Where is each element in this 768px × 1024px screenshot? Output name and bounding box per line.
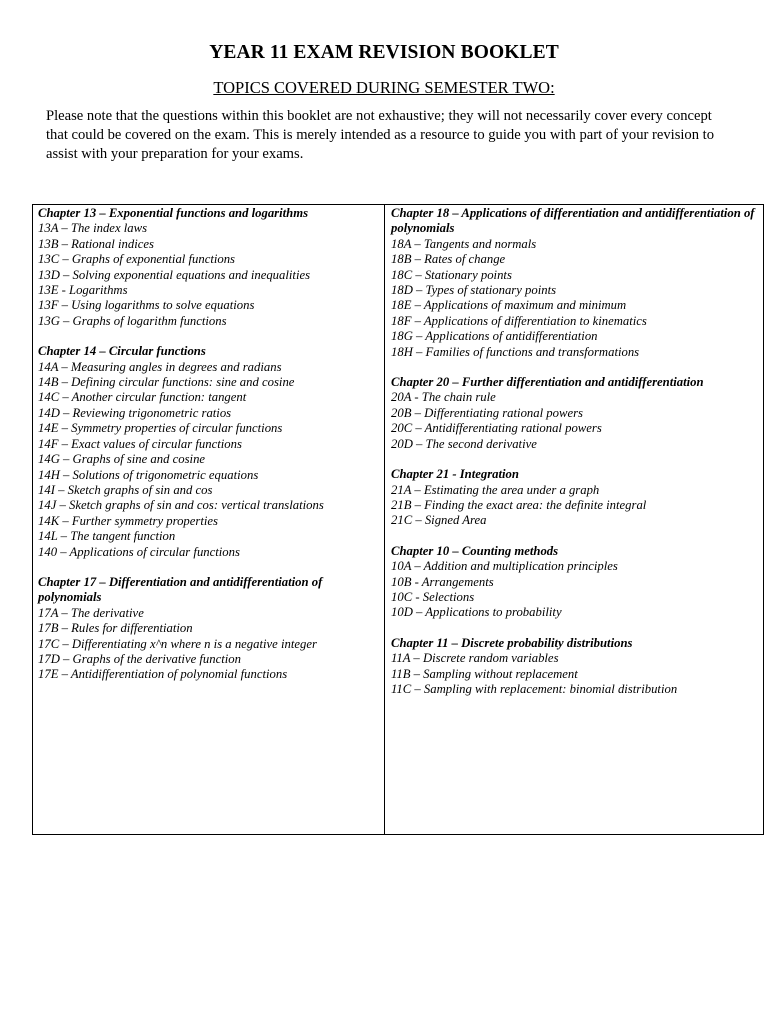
chapter-title: Chapter 21 - Integration bbox=[391, 467, 519, 482]
chapter-title: Chapter 17 – Differentiation and antidifferentiation of polynomials bbox=[38, 574, 323, 605]
topic-item: 17A – The derivative bbox=[38, 605, 144, 620]
chapter-block bbox=[38, 575, 384, 683]
chapter-title: Chapter 20 – Further differentiation and antidifferentiation bbox=[391, 375, 704, 390]
topic-item: 18B – Rates of change bbox=[391, 252, 506, 267]
topic-item: 14G – Graphs of sine and cosine bbox=[38, 452, 206, 467]
topic-item: 18F – Applications of differentiation to kinematics bbox=[391, 313, 647, 328]
chapter-title: Chapter 10 – Counting methods bbox=[391, 543, 559, 558]
topic-item: 13B – Rational indices bbox=[38, 236, 154, 251]
topic-item: 13D – Solving exponential equations and inequalities bbox=[38, 267, 311, 282]
left-column bbox=[33, 205, 385, 834]
topic-item: 14F – Exact values of circular functions bbox=[38, 436, 242, 451]
topic-item: 14E – Symmetry properties of circular functions bbox=[38, 421, 283, 436]
chapter-block bbox=[391, 467, 763, 529]
topic-item: 17C – Differentiating x^n where n is a negative integer bbox=[38, 636, 317, 651]
topic-item: 10C - Selections bbox=[391, 589, 475, 604]
topic-item: 14J – Sketch graphs of sin and cos: vertical translations bbox=[38, 498, 324, 513]
topic-item: 18A – Tangents and normals bbox=[391, 236, 537, 251]
chapter-block bbox=[38, 344, 384, 560]
topic-item: 21A – Estimating the area under a graph bbox=[391, 482, 600, 497]
topic-item: 14D – Reviewing trigonometric ratios bbox=[38, 405, 232, 420]
topic-item: 13E - Logarithms bbox=[38, 283, 128, 298]
topic-item: 18H – Families of functions and transformations bbox=[391, 344, 640, 359]
topic-item: 20A - The chain rule bbox=[391, 390, 496, 405]
page-title: YEAR 11 EXAM REVISION BOOKLET bbox=[209, 42, 559, 63]
topic-item: 20B – Differentiating rational powers bbox=[391, 405, 583, 420]
chapter-block bbox=[391, 206, 763, 360]
topics-table bbox=[32, 204, 764, 835]
chapter-title: Chapter 14 – Circular functions bbox=[38, 344, 206, 359]
topic-item: 11C – Sampling with replacement: binomial distribution bbox=[391, 681, 678, 696]
topic-item: 18D – Types of stationary points bbox=[391, 283, 557, 298]
topic-item: 10B - Arrangements bbox=[391, 574, 494, 589]
intro-paragraph: Please note that the questions within this booklet are not exhaustive; they will not necessarily cover every concept that could be covered on the exam. This is merely intended as a resource to guide you with part of your revision to assist with your preparation for your exams. bbox=[46, 108, 715, 162]
chapter-block bbox=[391, 375, 763, 452]
topic-item: 11A – Discrete random variables bbox=[391, 651, 559, 666]
topic-item: 140 – Applications of circular functions bbox=[38, 544, 240, 559]
topic-item: 14L – The tangent function bbox=[38, 529, 176, 544]
topic-item: 17E – Antidifferentiation of polynomial functions bbox=[38, 667, 288, 682]
topic-item: 11B – Sampling without replacement bbox=[391, 666, 578, 681]
topic-item: 10D – Applications to probability bbox=[391, 605, 562, 620]
topic-item: 14B – Defining circular functions: sine and cosine bbox=[38, 375, 295, 390]
topic-item: 17D – Graphs of the derivative function bbox=[38, 651, 241, 666]
chapter-title: Chapter 18 – Applications of differentiation and antidifferentiation of polynomials bbox=[391, 206, 755, 236]
topic-item: 18C – Stationary points bbox=[391, 267, 512, 282]
topic-item: 13F – Using logarithms to solve equations bbox=[38, 298, 255, 313]
chapter-block bbox=[391, 544, 763, 621]
chapter-block bbox=[391, 636, 763, 698]
page-subtitle: TOPICS COVERED DURING SEMESTER TWO: bbox=[213, 78, 555, 97]
topic-item: 14K – Further symmetry properties bbox=[38, 513, 218, 528]
topic-item: 18G – Applications of antidifferentiation bbox=[391, 329, 598, 344]
topic-item: 21C – Signed Area bbox=[391, 513, 487, 528]
topic-item: 14A – Measuring angles in degrees and radians bbox=[38, 359, 282, 374]
topic-item: 18E – Applications of maximum and minimum bbox=[391, 298, 627, 313]
chapter-block bbox=[38, 206, 384, 329]
topic-item: 21B – Finding the exact area: the definite integral bbox=[391, 497, 647, 512]
topic-item: 14H – Solutions of trigonometric equations bbox=[38, 467, 259, 482]
topic-item: 13C – Graphs of exponential functions bbox=[38, 252, 235, 267]
topic-item: 14C – Another circular function: tangent bbox=[38, 390, 247, 405]
chapter-title: Chapter 13 – Exponential functions and logarithms bbox=[38, 206, 309, 220]
topic-item: 14I – Sketch graphs of sin and cos bbox=[38, 482, 213, 497]
topic-item: 10A – Addition and multiplication principles bbox=[391, 559, 618, 574]
topic-item: 17B – Rules for differentiation bbox=[38, 621, 193, 636]
topic-item: 20C – Antidifferentiating rational powers bbox=[391, 421, 602, 436]
topic-item: 13G – Graphs of logarithm functions bbox=[38, 313, 227, 328]
right-column bbox=[385, 205, 763, 834]
topic-item: 20D – The second derivative bbox=[391, 436, 537, 451]
topic-item: 13A – The index laws bbox=[38, 221, 148, 236]
chapter-title: Chapter 11 – Discrete probability distributions bbox=[391, 635, 633, 650]
